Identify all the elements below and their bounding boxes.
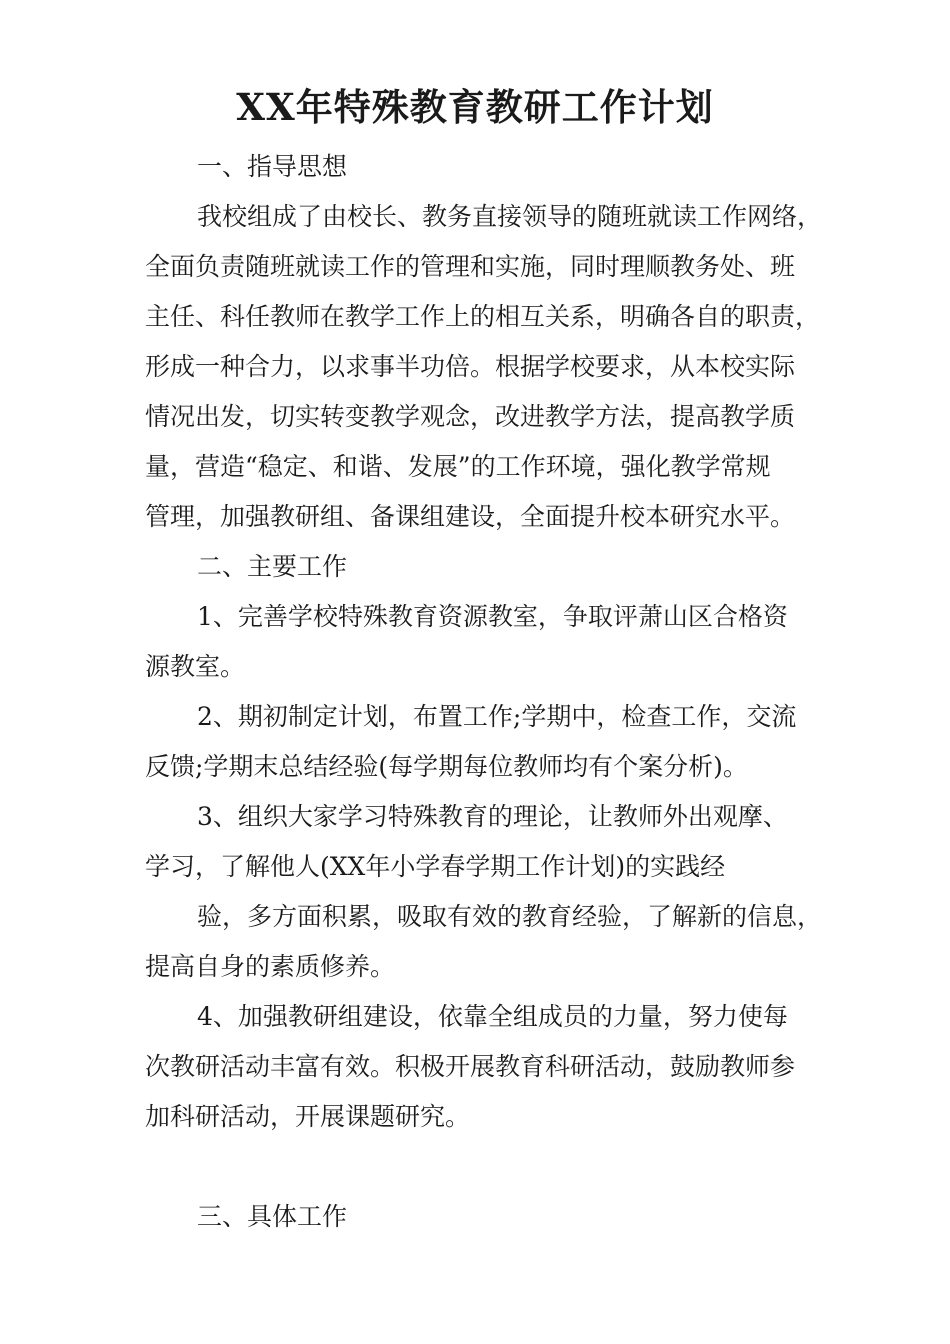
paragraph-line: 4、加强教研组建设，依靠全组成员的力量，努力使每 [197, 1002, 788, 1031]
section-heading-main-work: 二、主要工作 [197, 552, 348, 581]
paragraph-line: 全面负责随班就读工作的管理和实施，同时理顺教务处、班 [145, 252, 796, 281]
section-heading-guiding-thought: 一、指导思想 [197, 152, 348, 181]
document-body [145, 142, 825, 1242]
paragraph-line: 形成一种合力，以求事半功倍。根据学校要求，从本校实际 [145, 352, 796, 381]
paragraph-line: 学习，了解他人(XX年小学春学期工作计划)的实践经 [145, 852, 726, 881]
section-heading-specific-work: 三、具体工作 [197, 1202, 348, 1231]
paragraph-line: 加科研活动，开展课题研究。 [145, 1102, 471, 1131]
paragraph-line: 次教研活动丰富有效。积极开展教育科研活动，鼓励教师参 [145, 1052, 796, 1081]
paragraph-line: 量，营造“稳定、和谐、发展”的工作环境，强化教学常规 [145, 452, 771, 481]
paragraph-line: 源教室。 [145, 652, 246, 681]
paragraph-line: 管理，加强教研组、备课组建设，全面提升校本研究水平。 [145, 502, 796, 531]
paragraph-line: 2、期初制定计划，布置工作;学期中，检查工作，交流 [197, 702, 797, 731]
document-title: XX年特殊教育教研工作计划 [236, 85, 714, 129]
paragraph-line: 反馈;学期末总结经验(每学期每位教师均有个案分析)。 [145, 752, 748, 781]
paragraph-line: 1、完善学校特殊教育资源教室，争取评萧山区合格资 [197, 602, 788, 631]
paragraph-line: 提高自身的素质修养。 [145, 952, 396, 981]
paragraph-line: 我校组成了由校长、教务直接领导的随班就读工作网络， [197, 202, 823, 231]
paragraph-line: 3、组织大家学习特殊教育的理论，让教师外出观摩、 [197, 802, 788, 831]
blank-line [145, 1142, 825, 1192]
paragraph-line: 主任、科任教师在教学工作上的相互关系，明确各自的职责， [145, 302, 821, 331]
paragraph-line: 验，多方面积累，吸取有效的教育经验，了解新的信息， [197, 902, 823, 931]
paragraph-line: 情况出发，切实转变教学观念，改进教学方法，提高教学质 [145, 402, 796, 431]
